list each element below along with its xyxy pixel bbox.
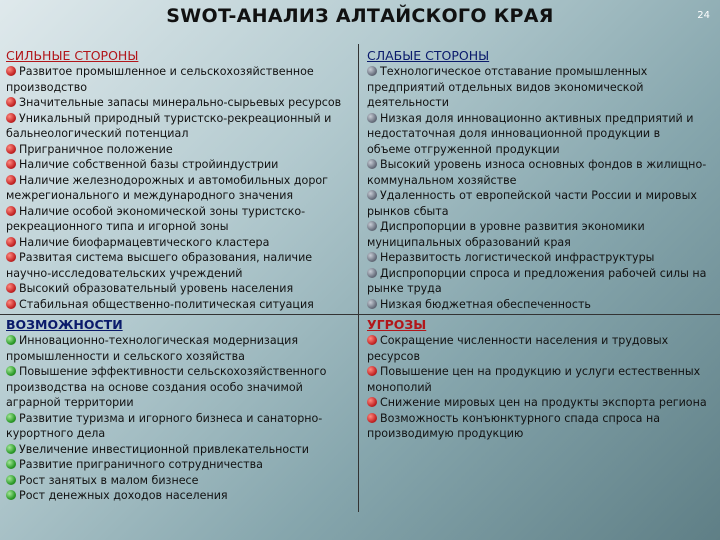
gray-bullet-icon	[367, 190, 377, 200]
weaknesses-item	[367, 266, 707, 297]
green-bullet-icon	[6, 459, 16, 469]
gray-bullet-icon	[367, 159, 377, 169]
red-bullet-icon	[367, 335, 377, 345]
horizontal-divider	[0, 314, 720, 315]
strengths-item	[6, 297, 356, 313]
weaknesses-item	[367, 157, 707, 188]
strengths-item-text: Приграничное положение	[19, 142, 173, 156]
weaknesses-item	[367, 250, 707, 266]
threats-item	[367, 395, 707, 411]
opportunities-item-text: Увеличение инвестиционной привлекательности	[19, 442, 309, 456]
weaknesses-item	[367, 64, 707, 111]
opportunities-heading: ВОЗМОЖНОСТИ	[6, 317, 123, 332]
strengths-item-text: Развитое промышленное и сельскохозяйственное производство	[6, 65, 314, 94]
strengths-item	[6, 64, 356, 95]
opportunities-quadrant	[6, 316, 356, 504]
strengths-item-text: Наличие биофармацевтического кластера	[19, 235, 270, 249]
threats-item-text: Повышение цен на продукцию и услуги естественных монополий	[367, 365, 701, 394]
red-bullet-icon	[6, 113, 16, 123]
opportunities-list	[6, 333, 356, 504]
strengths-item-text: Наличие железнодорожных и автомобильных дорог межрегионального и международного значения	[6, 173, 328, 202]
threats-item	[367, 333, 707, 364]
threats-item-text: Возможность конъюнктурного спада спроса на производимую продукцию	[367, 411, 661, 440]
opportunities-item-text: Повышение эффективности сельскохозяйственного производства на основе создания особо значимой аграрной территории	[6, 365, 327, 409]
red-bullet-icon	[6, 299, 16, 309]
weaknesses-item-text: Удаленность от европейской части России и мировых рынков сбыта	[367, 189, 697, 218]
red-bullet-icon	[6, 252, 16, 262]
red-bullet-icon	[367, 366, 377, 376]
red-bullet-icon	[6, 144, 16, 154]
gray-bullet-icon	[367, 252, 377, 262]
weaknesses-heading: СЛАБЫЕ СТОРОНЫ	[367, 48, 490, 63]
strengths-item-text: Значительные запасы минерально-сырьевых ресурсов	[19, 96, 342, 109]
opportunities-item	[6, 364, 356, 411]
threats-item	[367, 364, 707, 395]
strengths-item	[6, 235, 356, 251]
opportunities-item-text: Рост занятых в малом бизнесе	[19, 473, 199, 487]
red-bullet-icon	[6, 97, 16, 107]
slide-title: SWOT-АНАЛИЗ АЛТАЙСКОГО КРАЯ	[166, 5, 554, 27]
red-bullet-icon	[6, 283, 16, 293]
weaknesses-item-text: Высокий уровень износа основных фондов в жилищно-коммунальном хозяйстве	[367, 158, 707, 187]
threats-item-text: Сокращение численности населения и трудовых ресурсов	[367, 334, 669, 363]
opportunities-item-text: Развитие приграничного сотрудничества	[19, 458, 263, 471]
green-bullet-icon	[6, 475, 16, 485]
strengths-item	[6, 142, 356, 158]
green-bullet-icon	[6, 335, 16, 345]
opportunities-item	[6, 411, 356, 442]
red-bullet-icon	[6, 66, 16, 76]
red-bullet-icon	[6, 175, 16, 185]
weaknesses-item	[367, 219, 707, 250]
red-bullet-icon	[6, 159, 16, 169]
strengths-item-text: Уникальный природный туристско-рекреационный и бальнеологический потенциал	[6, 111, 332, 140]
opportunities-item-text: Инновационно-технологическая модернизация промышленности и сельского хозяйства	[6, 334, 299, 363]
weaknesses-item	[367, 111, 707, 158]
weaknesses-item	[367, 297, 707, 313]
green-bullet-icon	[6, 490, 16, 500]
weaknesses-item-text: Диспропорции спроса и предложения рабочей силы на рынке труда	[367, 266, 707, 295]
gray-bullet-icon	[367, 299, 377, 309]
strengths-item	[6, 204, 356, 235]
strengths-item	[6, 111, 356, 142]
strengths-item-text: Наличие особой экономической зоны туристско-рекреационного типа и игорной зоны	[6, 204, 306, 233]
red-bullet-icon	[367, 397, 377, 407]
threats-quadrant	[367, 316, 707, 442]
strengths-item	[6, 157, 356, 173]
weaknesses-quadrant	[367, 47, 707, 312]
strengths-item	[6, 173, 356, 204]
threats-item	[367, 411, 707, 442]
opportunities-item	[6, 333, 356, 364]
strengths-item-text: Высокий образовательный уровень населения	[19, 282, 294, 295]
strengths-item	[6, 95, 356, 111]
strengths-item-text: Наличие собственной базы стройиндустрии	[19, 158, 279, 171]
threats-item-text: Снижение мировых цен на продукты экспорта региона	[380, 396, 707, 409]
gray-bullet-icon	[367, 268, 377, 278]
opportunities-item-text: Развитие туризма и игорного бизнеса и санаторно-курортного дела	[6, 411, 323, 440]
weaknesses-item	[367, 188, 707, 219]
gray-bullet-icon	[367, 113, 377, 123]
strengths-item-text: Развитая система высшего образования, наличие научно-исследовательских учреждений	[6, 251, 313, 280]
opportunities-item	[6, 473, 356, 489]
opportunities-item	[6, 457, 356, 473]
green-bullet-icon	[6, 413, 16, 423]
strengths-list	[6, 64, 356, 312]
weaknesses-item-text: Диспропорции в уровне развития экономики муниципальных образований края	[367, 220, 645, 249]
opportunities-item-text: Рост денежных доходов населения	[19, 489, 228, 502]
strengths-item	[6, 250, 356, 281]
strengths-quadrant	[6, 47, 356, 312]
weaknesses-item-text: Низкая доля инновационно активных предприятий и недостаточная доля инновационной продукции в объеме отгруженной продукции	[367, 111, 694, 156]
strengths-heading: СИЛЬНЫЕ СТОРОНЫ	[6, 48, 139, 63]
weaknesses-item-text: Низкая бюджетная обеспеченность	[380, 297, 591, 311]
opportunities-item	[6, 442, 356, 458]
threats-heading: УГРОЗЫ	[367, 317, 427, 332]
strengths-item-text: Стабильная общественно-политическая ситуация	[19, 297, 314, 311]
gray-bullet-icon	[367, 221, 377, 231]
red-bullet-icon	[6, 206, 16, 216]
gray-bullet-icon	[367, 66, 377, 76]
threats-list	[367, 333, 707, 442]
red-bullet-icon	[6, 237, 16, 247]
green-bullet-icon	[6, 366, 16, 376]
page-number: 24	[697, 10, 710, 21]
vertical-divider	[358, 44, 359, 512]
red-bullet-icon	[367, 413, 377, 423]
opportunities-item	[6, 488, 356, 504]
green-bullet-icon	[6, 444, 16, 454]
strengths-item	[6, 281, 356, 297]
weaknesses-item-text: Технологическое отставание промышленных предприятий отдельных видов экономической деятельности	[367, 65, 648, 109]
weaknesses-list	[367, 64, 707, 312]
weaknesses-item-text: Неразвитость логистической инфраструктуры	[380, 251, 655, 264]
